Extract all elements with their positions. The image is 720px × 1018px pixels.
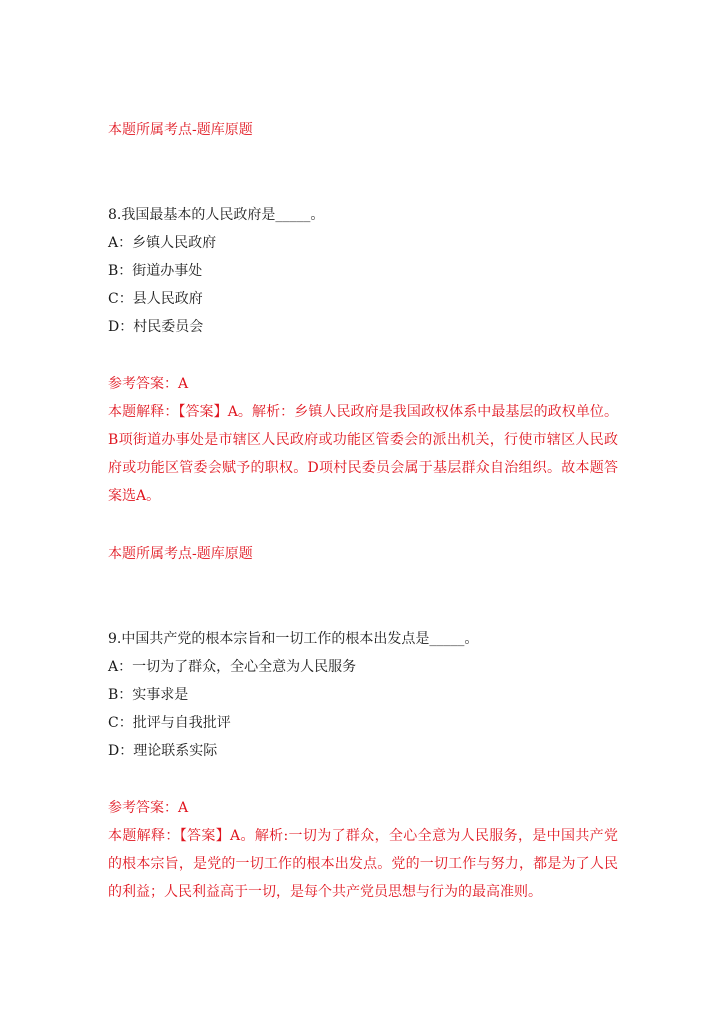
question-9-option-d: D：理论联系实际 [108, 743, 218, 759]
question-9-text: 9.中国共产党的根本宗旨和一切工作的根本出发点是_____。 [108, 631, 479, 647]
topic-source-label: 本题所属考点-题库原题 [108, 122, 253, 138]
question-8-topic-source: 本题所属考点-题库原题 [108, 546, 253, 562]
question-8-option-a: A：乡镇人民政府 [108, 235, 217, 251]
question-9-explanation: 本题解释：【答案】A。解析:一切为了群众，全心全意为人民服务，是中国共产党的根本宗旨，是党的一切工作的根本出发点。党的一切工作与努力，都是为了人民的利益；人民利益高于一切，是每个共产党员思想与行为的最高准则。 [108, 828, 618, 900]
question-8-option-b: B：街道办事处 [108, 263, 203, 279]
question-9-option-a: A：一切为了群众，全心全意为人民服务 [108, 659, 357, 675]
question-8-option-c: C：县人民政府 [108, 291, 203, 307]
question-9-option-b: B：实事求是 [108, 687, 189, 703]
question-9-answer: 参考答案：A [108, 800, 189, 816]
question-8-option-d: D：村民委员会 [108, 319, 204, 335]
question-8-text: 8.我国最基本的人民政府是_____。 [108, 207, 325, 223]
question-8-answer: 参考答案：A [108, 376, 189, 392]
question-8-explanation: 本题解释：【答案】A。解析：乡镇人民政府是我国政权体系中最基层的政权单位。B项街道办事处是市辖区人民政府或功能区管委会的派出机关，行使市辖区人民政府或功能区管委会赋予的职权。D项村民委员会属于基层群众自治组织。故本题答案选A。 [108, 404, 618, 504]
question-9-option-c: C：批评与自我批评 [108, 715, 231, 731]
